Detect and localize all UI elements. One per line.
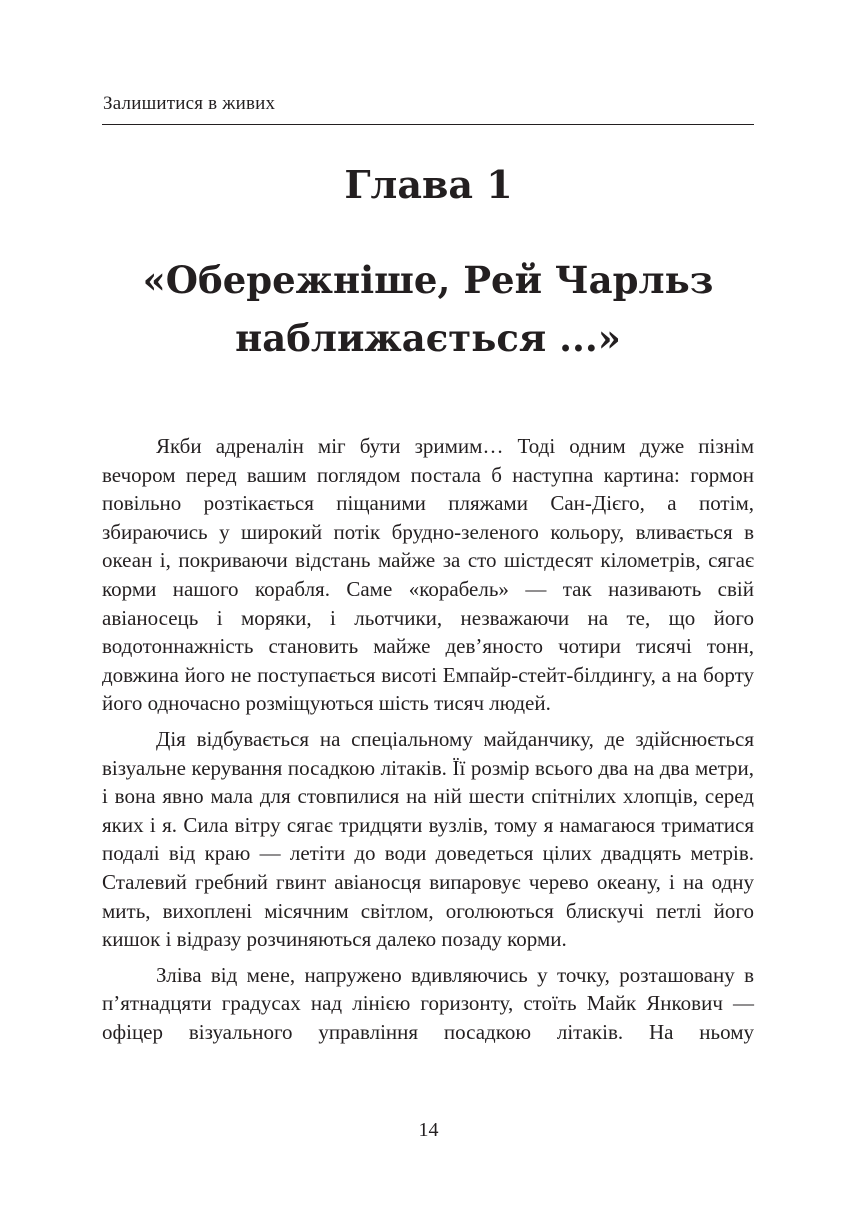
running-header: Залишитися в живих	[103, 93, 276, 114]
chapter-title-line-1: «Обережніше, Рей Чарльз	[142, 258, 714, 302]
chapter-title	[102, 251, 754, 367]
page-number: 14	[418, 1119, 439, 1141]
paragraph-2: Дія відбувається на спеціальному майданчику, де здійснюється візуальне керування посадкою літаків. Її розмір всього два на два метри, і вона явно мала для стовпилися на ній шести спітнілих хлопців, серед яких і я. Сила вітру сягає тридцяти вузлів, тому я намагаюся триматися подалі від краю — летіти до води доведеться цілих двадцять метрів. Сталевий гребний гвинт авіаносця випаровує черево океану, і на одну мить, вихоплені місячним світлом, оголюються блискучі петлі його кишок і відразу розчиняються далеко позаду корми.	[102, 726, 754, 952]
paragraph-3: Зліва від мене, напружено вдивляючись у точку, розташовану в п’ятнадцяти градусах над лінією горизонту, стоїть Майк Янкович — офіцер візуального управління посадкою літаків. На ньому	[102, 962, 754, 1044]
chapter-title-line-2: наближається ...»	[235, 316, 621, 360]
paragraph-1: Якби адреналін міг бути зримим… Тоді одним дуже пізнім вечором перед вашим поглядом постала б наступна картина: гормон повільно розтікається піщаними пляжами Сан-Дієго, а потім, збираючись у широкий потік брудно-зеленого кольору, вливається в океан і, покриваючи відстань майже за сто шістдесят кілометрів, сягає корми нашого корабля. Саме «корабель» — так називають свій авіаносець і моряки, і льотчики, незважаючи на те, що його водотоннажність становить майже дев’яносто чотири тисячі тонн, довжина його не поступається висоті Емпайр-стейт-білдингу, а на борту його одночасно розміщуються шість тисяч людей.	[102, 434, 754, 716]
body-text	[102, 432, 754, 1046]
header-divider	[102, 124, 754, 125]
chapter-number: Глава 1	[344, 162, 513, 207]
